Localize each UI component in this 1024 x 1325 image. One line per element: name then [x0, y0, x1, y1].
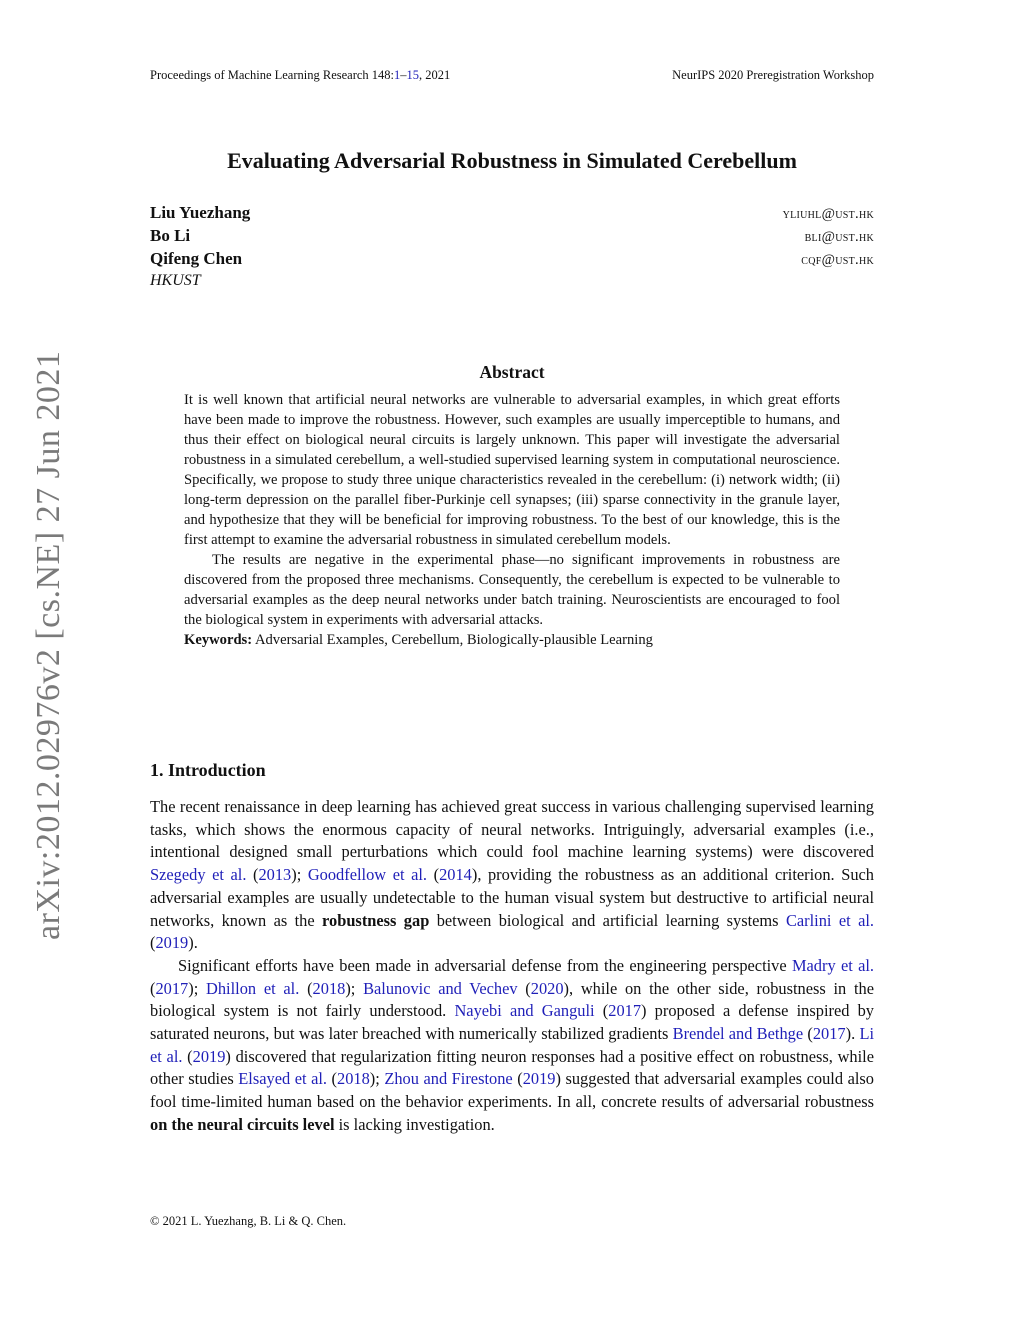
citation-link[interactable]: Brendel and Bethge — [672, 1024, 804, 1044]
abstract-paragraph: It is well known that artificial neural networks are vulnerable to adversarial examples, in which great efforts have been made to improve the robustness. However, such examples are usually imperceptible to humans, and thus their effect on biological neural circuits is largely unknown. This paper will investigate the adversarial robustness in a simulated cerebellum, a well-studied supervised learning system in computational neuroscience. Specifically, we propose to study three unique characteristics revealed in the cerebellum: (i) network width; (ii) long-term depression on the parallel fiber-Purkinje cell synapses; (iii) sparse connectivity in the granule layer, and hypothesize that they will be beneficial for improving robustness. To the best of our knowledge, this is the first attempt to examine the adversarial robustness in simulated cerebellum models. — [184, 392, 840, 548]
citation-year-link[interactable]: 2019 — [192, 1046, 226, 1066]
author-row — [150, 203, 874, 226]
citation-link[interactable]: Dhillon et al. — [206, 978, 300, 998]
section-heading: 1. Introduction — [150, 760, 266, 780]
citation-link[interactable]: Li et al. — [150, 1024, 875, 1066]
citation-year-link[interactable]: 2013 — [258, 865, 292, 885]
citation-year-link[interactable]: 2017 — [155, 978, 189, 998]
abstract-body — [184, 390, 840, 650]
author-row — [150, 226, 874, 249]
author-name: Qifeng Chen — [150, 249, 243, 268]
author-email[interactable]: yliuhl@ust.hk — [782, 206, 874, 222]
citation-year-link[interactable]: 2019 — [522, 1069, 556, 1089]
section-body — [150, 796, 874, 1137]
citation-link[interactable]: Szegedy et al. — [150, 865, 247, 885]
citation-year-link[interactable]: 2018 — [337, 1069, 370, 1089]
arxiv-stamp — [30, 350, 70, 940]
paper-title: Evaluating Adversarial Robustness in Simulated Cerebellum — [227, 148, 797, 173]
author-row — [150, 249, 874, 272]
copyright-notice: © 2021 L. Yuezhang, B. Li & Q. Chen. — [150, 1214, 347, 1228]
citation-year-link[interactable]: 2014 — [439, 865, 472, 885]
emphasis: robustness gap — [322, 910, 430, 930]
body-paragraph: The recent renaissance in deep learning has achieved great success in various challenging supervised learning tasks, which shows the enormous capacity of neural networks. Intriguingly, adversarial examples (i.e., intentional designed small perturbations which could fool machine learning systems) were discovered Szegedy et al. (2013); Goodfellow et al. (2014), providing the robustness as an additional criterion. Such adversarial examples are usually undetectable to the human visual system but destructive to artificial neural networks, known as the robustness gap between biological and artificial learning systems Carlini et al. (2019). — [150, 797, 874, 953]
author-email[interactable]: cqf@ust.hk — [801, 252, 874, 268]
citation-link[interactable]: Zhou and Firestone — [384, 1069, 513, 1089]
running-head — [150, 68, 874, 83]
abstract-heading: Abstract — [479, 362, 545, 382]
citation-year-link[interactable]: 2018 — [312, 978, 346, 998]
citation-link[interactable]: Carlini et al. — [785, 910, 874, 930]
citation-year-link[interactable]: 2019 — [155, 933, 189, 953]
citation-link[interactable]: Elsayed et al. — [238, 1069, 327, 1089]
citation-link[interactable]: Goodfellow et al. — [307, 865, 428, 885]
citation-year-link[interactable]: 2017 — [812, 1024, 846, 1044]
author-name: Liu Yuezhang — [150, 203, 251, 222]
keywords-text: Adversarial Examples, Cerebellum, Biologically-plausible Learning — [254, 632, 653, 648]
affiliation: HKUST — [150, 272, 201, 289]
last-page-link[interactable]: 15 — [406, 68, 420, 82]
running-head-left: Proceedings of Machine Learning Research 148:1–15, 2021 — [150, 68, 451, 82]
author-email[interactable]: bli@ust.hk — [804, 229, 874, 245]
abstract-paragraph: The results are negative in the experimental phase—no significant improvements in robustness are discovered from the proposed three mechanisms. Consequently, the cerebellum is expected to be vulnerable to adversarial examples as the deep neural networks under batch training. Neuroscientists are encouraged to fool the biological system in experiments with adversarial attacks. — [184, 552, 840, 628]
arxiv-id: arXiv:2012.02976v2 [cs.NE] 27 Jun 2021 — [30, 350, 67, 940]
keywords — [184, 630, 840, 650]
author-block — [150, 203, 874, 290]
first-page-link[interactable]: 1 — [394, 68, 401, 82]
citation-link[interactable]: Nayebi and Ganguli — [454, 1001, 595, 1021]
citation-year-link[interactable]: 2017 — [608, 1001, 642, 1021]
keywords-label: Keywords: — [184, 632, 253, 648]
emphasis: on the neural circuits level — [150, 1114, 335, 1134]
running-head-right: NeurIPS 2020 Preregistration Workshop — [672, 68, 874, 82]
citation-year-link[interactable]: 2020 — [530, 978, 564, 998]
citation-link[interactable]: Balunovic and Vechev — [363, 978, 518, 998]
author-name: Bo Li — [150, 226, 191, 245]
citation-link[interactable]: Madry et al. — [791, 955, 875, 975]
body-paragraph: Significant efforts have been made in adversarial defense from the engineering perspective Madry et al. (2017); Dhillon et al. (2018); Balunovic and Vechev (2020), while on the other side, robustness in the biological system is not fairly understood. Nayebi and Ganguli (2017) proposed a defense inspired by saturated neurons, but was later breached with numerically stabilized gradients Brendel and Bethge (2017). Li et al. (2019) discovered that regularization fitting neuron responses had a positive effect on robustness, while other studies Elsayed et al. (2018); Zhou and Firestone (2019) suggested that adversarial examples could also fool time-limited human based on the behavior experiments. In all, concrete results of adversarial robustness on the neural circuits level is lacking investigation. — [150, 955, 875, 1134]
